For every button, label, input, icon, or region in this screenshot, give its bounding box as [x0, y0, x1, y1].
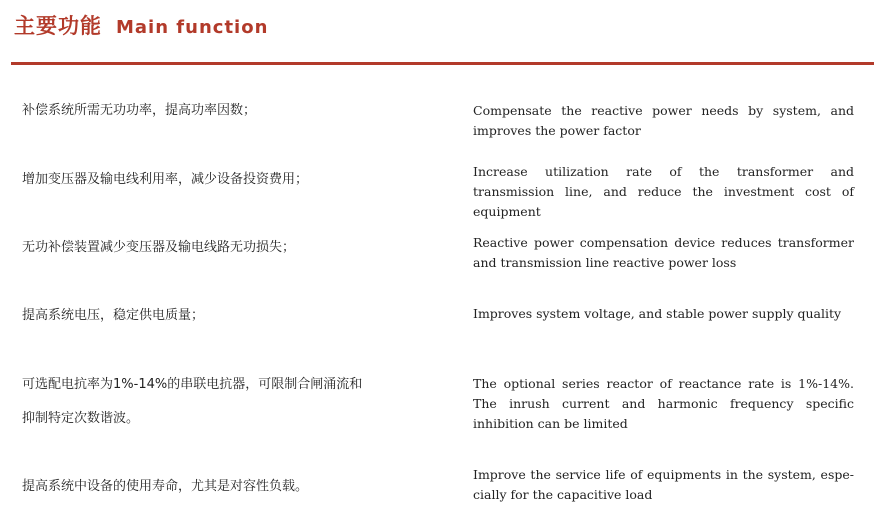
header-divider	[11, 62, 874, 65]
function-description-chinese: 提高系统中设备的使用寿命，尤其是对容性负载。	[22, 479, 309, 494]
section-title-chinese: 主要功能	[14, 14, 102, 38]
function-description-english: Reactive power compensation device reduces transformer and transmission line reactive power loss	[473, 235, 854, 270]
function-description-english: Increase utilization rate of the transformer and transmission line, and reduce the investment cost of equipment	[473, 164, 854, 219]
section-header	[14, 10, 268, 44]
function-description-chinese: 增加变压器及输电线利用率，减少设备投资费用；	[22, 172, 309, 187]
section-title-english: Main function	[116, 17, 269, 38]
function-description-english: The optional series reactor of reactance rate is 1%-14%. The inrush current and harmonic frequency specific inhibition can be limited	[473, 376, 854, 431]
function-description-english: Improves system voltage, and stable power supply quality	[473, 306, 842, 321]
function-description-chinese-line: 可选配电抗率为1%-14%的串联电抗器，可限制合闸涌流和	[22, 377, 363, 392]
function-description-chinese: 补偿系统所需无功功率，提高功率因数；	[22, 103, 257, 118]
function-description-english	[473, 465, 854, 505]
function-description-chinese: 提高系统电压，稳定供电质量；	[22, 308, 205, 323]
function-description-english: Compensate the reactive power needs by system, and improves the power factor	[473, 103, 854, 138]
function-description-english-line: Improve the service life of equipments in the system, espe-	[473, 467, 854, 482]
function-description-chinese	[22, 368, 442, 436]
function-description-english-line: cially for the capacitive load	[473, 487, 653, 502]
function-description-chinese-line: 抑制特定次数谐波。	[22, 411, 140, 426]
function-description-chinese: 无功补偿装置减少变压器及输电线路无功损失；	[22, 240, 296, 255]
